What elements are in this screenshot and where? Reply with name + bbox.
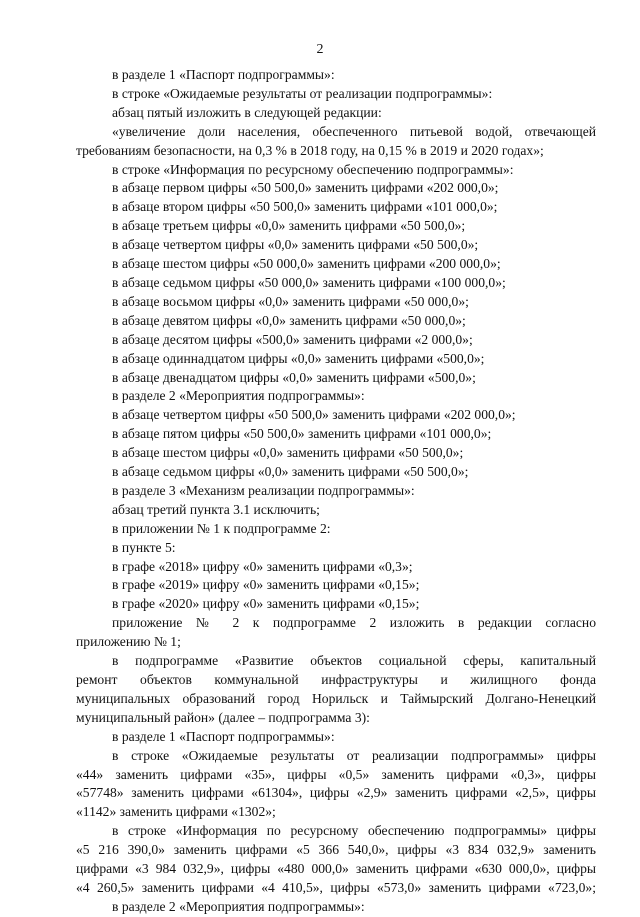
text-line: в разделе 1 «Паспорт подпрограммы»: [112,728,335,744]
text-line: в абзаце двенадцатом цифры «0,0» заменить цифрами «500,0»; [112,369,476,385]
text-line: «4 260,5» заменить цифрами «4 410,5», цифры «573,0» заменить цифрами «723,0»; [76,879,596,895]
text-line: в графе «2019» цифру «0» заменить цифрами «0,15»; [112,577,420,593]
text-line: приложение № 2 к подпрограмме 2 изложить в редакции согласно [112,615,596,631]
text-line: в приложении № 1 к подпрограмме 2: [112,520,331,536]
text-line: в строке «Информация по ресурсному обеспечению подпрограммы»: [112,161,514,177]
text-line: в абзаце седьмом цифры «50 000,0» заменить цифрами «100 000,0»; [112,274,506,290]
text-line: в абзаце шестом цифры «50 000,0» заменить цифрами «200 000,0»; [112,256,501,272]
text-line: в строке «Информация по ресурсному обеспечению подпрограммы» цифры [112,823,596,839]
text-line: в графе «2018» цифру «0» заменить цифрами «0,3»; [112,558,413,574]
text-line: в абзаце седьмом цифры «0,0» заменить цифрами «50 500,0»; [112,464,469,480]
text-line: в абзаце девятом цифры «0,0» заменить цифрами «50 000,0»; [112,312,466,328]
text-line: в разделе 1 «Паспорт подпрограммы»: [112,67,335,82]
text-line: в абзаце первом цифры «50 500,0» заменить цифрами «202 000,0»; [112,180,499,196]
page-number: 2 [316,42,324,57]
text-line: в абзаце десятом цифры «500,0» заменить цифрами «2 000,0»; [112,331,473,347]
text-line: абзац третий пункта 3.1 исключить; [112,501,320,517]
text-line: в графе «2020» цифру «0» заменить цифрами «0,15»; [112,596,420,612]
text-line: муниципальный район» (далее – подпрограмма 3): [76,709,370,725]
text-line: «1142» заменить цифрами «1302»; [76,804,276,820]
text-line: в строке «Ожидаемые результаты от реализации подпрограммы» цифры [112,747,596,763]
text-line: «57748» заменить цифрами «61304», цифры «2,9» заменить цифрами «2,5», цифры [76,785,596,801]
text-line: в абзаце четвертом цифры «50 500,0» заменить цифрами «202 000,0»; [112,407,516,423]
text-line: в абзаце втором цифры «50 500,0» заменить цифрами «101 000,0»; [112,199,498,215]
text-line: в абзаце третьем цифры «0,0» заменить цифрами «50 500,0»; [112,218,466,234]
text-line: требованиям безопасности, на 0,3 % в 2018 году, на 0,15 % в 2019 и 2020 годах»; [76,142,544,158]
text-line: приложению № 1; [76,634,181,650]
text-line: в разделе 3 «Механизм реализации подпрограммы»: [112,482,415,498]
document-body [76,66,596,917]
text-line: цифрами «3 984 032,9», цифры «480 000,0» заменить цифрами «630 000,0», цифры [76,861,596,877]
text-line: в пункте 5: [112,539,176,555]
text-line: в разделе 2 «Мероприятия подпрограммы»: [112,388,365,404]
text-line: в абзаце шестом цифры «0,0» заменить цифрами «50 500,0»; [112,445,464,461]
text-line: «44» заменить цифрами «35», цифры «0,5» заменить цифрами «0,3», цифры [76,766,596,782]
text-line: абзац пятый изложить в следующей редакции: [112,104,382,120]
text-line: в абзаце четвертом цифры «0,0» заменить цифрами «50 500,0»; [112,237,479,253]
text-line: муниципальных образований город Норильск и Таймырский Долгано-Ненецкий [76,690,596,706]
text-line: «увеличение доли населения, обеспеченного питьевой водой, отвечающей [112,123,596,139]
text-line: в строке «Ожидаемые результаты от реализации подпрограммы»: [112,85,493,101]
text-line: в подпрограмме «Развитие объектов социальной сферы, капитальный [112,653,596,669]
text-line: в абзаце восьмом цифры «0,0» заменить цифрами «50 000,0»; [112,293,469,309]
text-line: в абзаце одиннадцатом цифры «0,0» заменить цифрами «500,0»; [112,350,485,366]
text-line: ремонт объектов коммунальной инфраструктуры и жилищного фонда [76,672,596,687]
text-line: «5 216 390,0» заменить цифрами «5 366 540,0», цифры «3 834 032,9» заменить [76,842,596,858]
text-line: в разделе 2 «Мероприятия подпрограммы»: [112,898,365,914]
text-line: в абзаце пятом цифры «50 500,0» заменить цифрами «101 000,0»; [112,426,492,442]
